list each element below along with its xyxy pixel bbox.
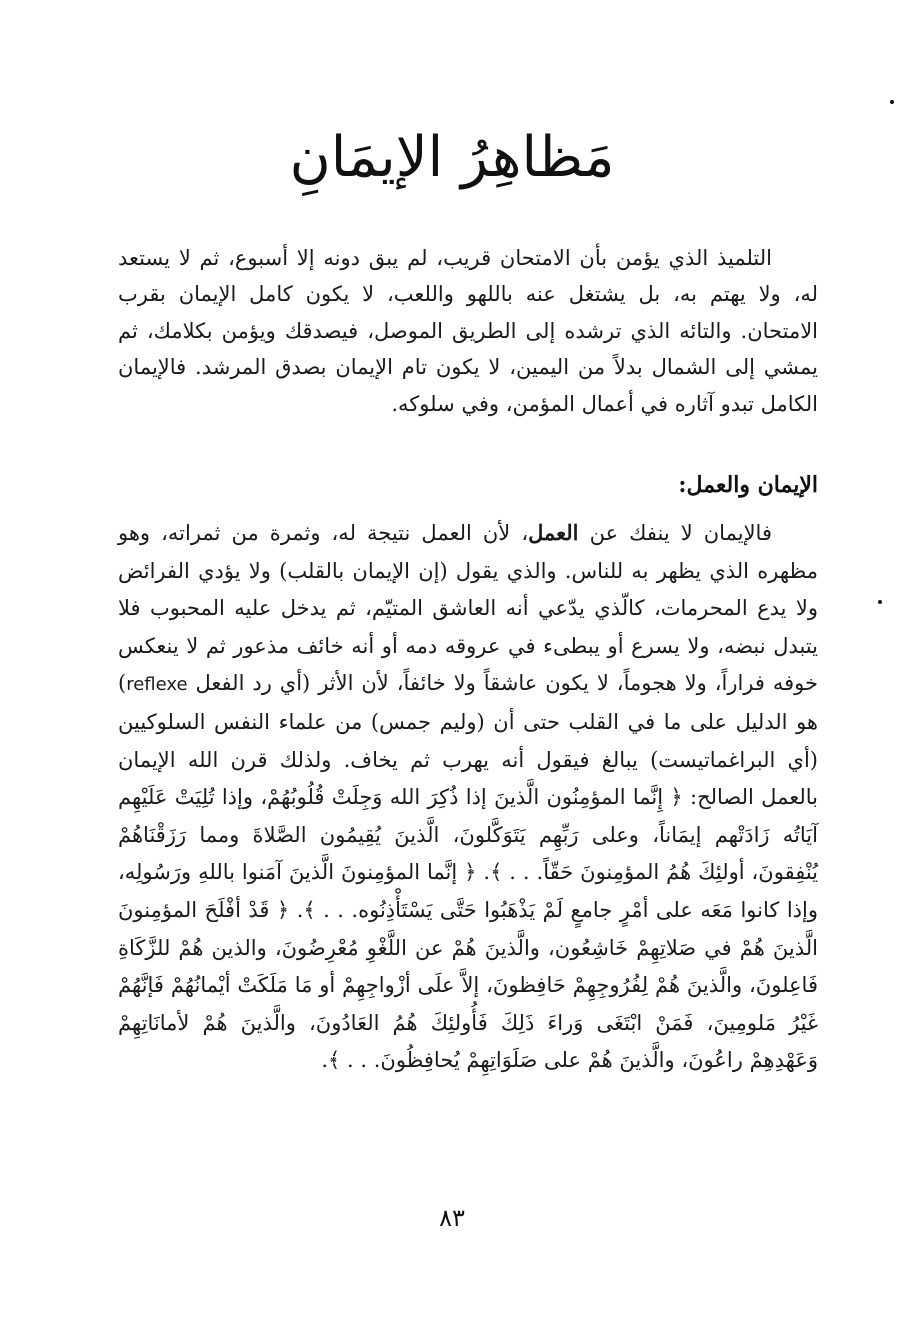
- emphasis-word: العمل: [528, 520, 579, 545]
- latin-term: reflexe: [126, 674, 188, 696]
- scan-speck: [890, 100, 894, 104]
- body-text-part-2: ، لأن العمل نتيجة له، وثمرة من ثمراته، وهو مظهره الذي يظهر به للناس. والذي يقول (إن الإيمان بالقلب) ولا يؤدي الفرائض ولا يدع المحرمات، كالّذي يدّعي أنه العاشق المتيّم، ثم يدخل عليه المحبوب فلا يتبدل نبضه، ولا يسرع أو يبطىء في عروقه دمه أو أنه خائف مذعور ثم لا ينعكس خوفه فراراً، ولا هجوماً، لا يكون عاشقاً ولا خائفاً، لأن الأثر (أي رد الفعل: [118, 521, 818, 696]
- body-text-part-3: ) هو الدليل على ما في القلب حتى أن (وليم جمس) من علماء النفس السلوكيين (أي البراغماتيست) يبالغ فيقول أنه يهرب ثم يخاف. ولذلك قرن الله الإيمان بالعمل الصالح: ﴿ إِنَّما المؤمِنُون الَّذينَ إذا ذُكِرَ الله وَجِلَتْ قُلُوبُهُمْ، وإذا تُلِيَتْ عَلَيْهِم آيَاتُه زَادَتْهم إيمَاناً، وعلى رَبِّهِم يَتَوَكَّلونَ، الَّذينَ يُقِيمُون الصَّلاةَ ومما رَزَقْنَاهُمْ يُنْفِقونَ، أولئِكَ هُمُ المؤمِنونَ حَقّاً. . . ﴾. ﴿ إنَّما المؤمِنونَ الَّذينَ آمَنوا باللهِ ورَسُولِه، وإذا كانوا مَعَه على أمْرٍ جامعٍ لَمْ يَذْهَبُوا حَتَّى يَسْتَأْذِنُوه. . . ﴾. ﴿ قَدْ أفْلَحَ المؤمِنونَ الَّذينَ هُمْ في صَلاتِهِمْ خَاشِعُون، والَّذينَ هُمْ عن اللَّغْوِ مُعْرِضُونَ، والذين هُمْ للزَّكَاةِ فَاعِلونَ، والَّذينَ هُمْ لِفُرُوجِهِمْ حَافِظونَ، إلاَّ علَى أزْواجِهِمْ أو مَا مَلَكَتْ أيْمانُهُمْ فَإنَّهُمْ غَيْرُ مَلومِينَ، فَمَنْ ابْتَغَى وَراءَ ذَلِكَ فَأُولئِكَ هُمُ العَادُونَ، والَّذينَ هُمْ لأمانَاتِهِمْ وَعَهْدِهِمْ راعُونَ، والَّذينَ هُمْ على صَلَوَاتِهِمْ يُحافِظُونَ. . . ﴾.: [118, 671, 818, 1073]
- body-text-part-1: فالإيمان لا ينفك عن: [589, 521, 772, 545]
- page-title: مَظاهِرُ الإيمَانِ: [289, 125, 615, 190]
- page-number: ٨٣: [439, 1204, 465, 1232]
- scan-speck: [878, 600, 882, 604]
- body-paragraph: [118, 514, 818, 1080]
- section-heading: الإيمان والعمل:: [678, 472, 818, 498]
- intro-paragraph: التلميذ الذي يؤمن بأن الامتحان قريب، لم يبق دونه إلا أسبوع، ثم لا يستعد له، ولا يهتم به، بل يشتغل عنه باللهو واللعب، لا يكون كامل الإيمان بقرب الامتحان. والتائه الذي ترشده إلى الطريق الموصل، فيصدقك ويؤمن بكلامك، ثم يمشي إلى الشمال بدلاً من اليمين، لا يكون تام الإيمان بصدق المرشد. فالإيمان الكامل تبدو آثاره في أعمال المؤمن، وفي سلوكه.: [118, 246, 818, 416]
